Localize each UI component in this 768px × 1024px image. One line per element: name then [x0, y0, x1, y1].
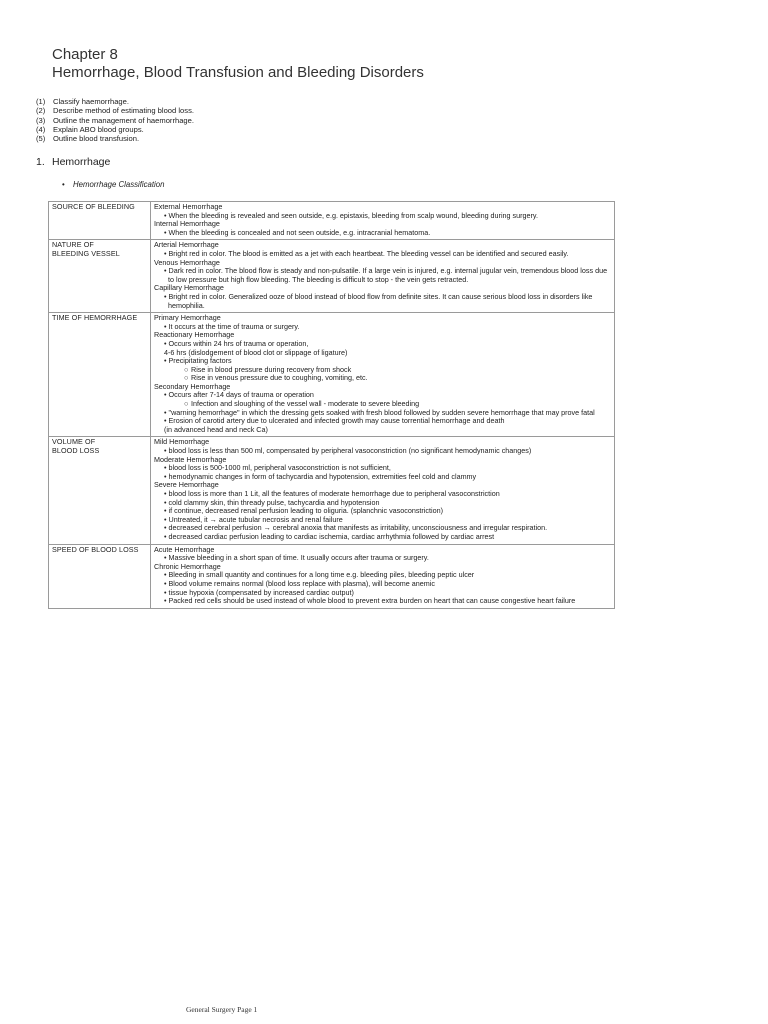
bullet-item: • blood loss is less than 500 ml, compensated by peripheral vasoconstriction (no significant hemodynamic changes): [164, 446, 532, 456]
hemorrhage-type: External Hemorrhage: [154, 202, 223, 211]
bullet-item: • hemodynamic changes in form of tachycardia and hypotension, extremities feel cold and clammy: [164, 471, 477, 481]
bullet-item: • Dark red in color. The blood flow is steady and non-pulsatile. If a large vein is injured, e.g. internal jugular vein, tremendous blood loss due to low pressure but high flow bleeding. The bleeding is difficult to stop - the vein gets retracted.: [164, 266, 608, 284]
subsection-heading: [62, 180, 164, 190]
description-cell: [151, 240, 615, 313]
objective-number: (1): [36, 97, 46, 106]
objective-text: Classify haemorrhage.: [53, 97, 129, 106]
bullet-item: • Blood volume remains normal (blood loss replace with plasma), will become anemic: [164, 578, 435, 588]
bullet-item: • tissue hypoxia (compensated by increased cardiac output): [164, 587, 354, 597]
circle-bullet-icon: ○: [184, 399, 189, 409]
chapter-label: Chapter 8: [52, 46, 118, 63]
objective-item: [36, 97, 194, 106]
bullet-item: • Erosion of carotid artery due to ulcerated and infected growth may cause torrential hemorrhage and death: [164, 416, 505, 426]
bullet-item: • Precipitating factors: [164, 356, 232, 366]
hemorrhage-entry: [154, 241, 612, 258]
category-cell: NATURE OF BLEEDING VESSEL: [49, 240, 151, 313]
table-row: [49, 240, 615, 313]
page-title: Hemorrhage, Blood Transfusion and Bleeding Disorders: [52, 64, 424, 81]
objective-item: [36, 125, 194, 134]
hemorrhage-entry: [154, 383, 612, 435]
hemorrhage-entry: [154, 259, 612, 285]
objective-number: (4): [36, 124, 46, 134]
bullet-item: • When the bleeding is concealed and not seen outside, e.g. intracranial hematoma.: [164, 227, 431, 237]
bullet-item: • When the bleeding is revealed and seen outside, e.g. epistaxis, bleeding from scalp wound, bleeding during surgery.: [164, 210, 538, 220]
table-body: [49, 202, 615, 609]
hemorrhage-type: Secondary Hemorrhage: [154, 381, 231, 391]
hemorrhage-entry: [154, 203, 612, 220]
objective-item: [36, 134, 194, 143]
sub-bullet-text: Infection and sloughing of the vessel wall - moderate to severe bleeding: [191, 399, 420, 409]
bullet-item: • Bright red in color. Generalized ooze of blood instead of blood flow from definite sites. It can cause serious blood loss in disorders like hemophilia.: [164, 291, 593, 310]
objective-text: Explain ABO blood groups.: [53, 124, 144, 134]
bullet-item: • decreased cardiac perfusion leading to cardiac ischemia, cardiac arrhythmia followed by cardiac arrest: [164, 531, 495, 541]
bullet-item: • blood loss is more than 1 Lit, all the features of moderate hemorrhage due to peripheral vasoconstriction: [164, 489, 500, 498]
hemorrhage-entry: [154, 314, 612, 331]
hemorrhage-type: Acute Hemorrhage: [154, 544, 215, 554]
bullet-item: 4-6 hrs (dislodgement of blood clot or slippage of ligature): [164, 347, 348, 357]
table-row: [49, 437, 615, 544]
bullet-item: • decreased cerebral perfusion → cerebral anoxia that manifests as irritability, unconsciousness and irregular respiration.: [164, 523, 548, 533]
objectives-list: [36, 97, 194, 143]
bullet-item: • cold clammy skin, thin thready pulse, tachycardia and hypotension: [164, 497, 380, 507]
bullet-item: • Bright red in color. The blood is emitted as a jet with each heartbeat. The bleeding vessel can be identified and secured easily.: [164, 248, 569, 258]
hemorrhage-type: Reactionary Hemorrhage: [154, 330, 235, 340]
hemorrhage-entry: [154, 331, 612, 383]
category-cell: SPEED OF BLOOD LOSS: [49, 544, 151, 608]
hemorrhage-entry: [154, 284, 612, 310]
category-cell: TIME OF HEMORRHAGE: [49, 313, 151, 437]
objective-item: [36, 116, 194, 125]
description-cell: [151, 202, 615, 240]
category-cell: SOURCE OF BLEEDING: [49, 202, 151, 240]
hemorrhage-type: Mild Hemorrhage: [154, 437, 210, 447]
section-heading: [36, 156, 110, 169]
objective-number: (3): [36, 115, 46, 125]
description-cell: [151, 437, 615, 544]
objective-number: (2): [36, 106, 46, 116]
page-footer: General Surgery Page 1: [186, 1005, 258, 1014]
objective-text: Describe method of estimating blood loss.: [53, 106, 194, 116]
hemorrhage-entry: [154, 563, 612, 606]
hemorrhage-type: Capillary Hemorrhage: [154, 283, 224, 293]
hemorrhage-type: Primary Hemorrhage: [154, 313, 221, 323]
table-row: [49, 313, 615, 437]
sub-bullet-text: Rise in blood pressure during recovery from shock: [191, 364, 352, 374]
bullet-item: (in advanced head and neck Ca): [164, 424, 268, 434]
bullet-item: • "warning hemorrhage" in which the dressing gets soaked with fresh blood followed by sudden severe hemorrhage that may prove fatal: [164, 407, 595, 417]
circle-bullet-icon: ○: [184, 373, 189, 383]
circle-bullet-icon: ○: [184, 364, 189, 374]
hemorrhage-type: Severe Hemorrhage: [154, 480, 219, 490]
hemorrhage-type: Moderate Hemorrhage: [154, 454, 227, 464]
hemorrhage-type: Venous Hemorrhage: [154, 257, 220, 267]
table-row: [49, 544, 615, 608]
bullet-item: • Packed red cells should be used instead of whole blood to prevent extra burden on heart that can cause congestive heart failure: [164, 596, 576, 606]
objective-item: [36, 106, 194, 115]
hemorrhage-entry: [154, 546, 612, 563]
bullet-item: • Occurs after 7-14 days of trauma or operation: [164, 390, 314, 400]
hemorrhage-entry: [154, 456, 612, 482]
table-row: [49, 202, 615, 240]
hemorrhage-entry: [154, 220, 612, 237]
bullet-icon: •: [62, 180, 65, 189]
section-title: Hemorrhage: [52, 156, 111, 168]
hemorrhage-type: Arterial Hemorrhage: [154, 240, 219, 250]
category-cell: VOLUME OF BLOOD LOSS: [49, 437, 151, 544]
bullet-item: • It occurs at the time of trauma or surgery.: [164, 321, 300, 331]
bullet-item: • blood loss is 500-1000 ml, peripheral vasoconstriction is not sufficient,: [164, 463, 391, 473]
objective-text: Outline the management of haemorrhage.: [53, 115, 194, 125]
sub-bullet-text: Rise in venous pressure due to coughing, vomiting, etc.: [191, 373, 368, 383]
bullet-item: • Massive bleeding in a short span of time. It usually occurs after trauma or surgery.: [164, 553, 429, 563]
bullet-item: • Bleeding in small quantity and continues for a long time e.g. bleeding piles, bleeding peptic ulcer: [164, 570, 475, 580]
hemorrhage-entry: [154, 438, 612, 455]
bullet-item: • Occurs within 24 hrs of trauma or operation,: [164, 338, 309, 348]
objective-text: Outline blood transfusion.: [53, 134, 140, 144]
description-cell: [151, 544, 615, 608]
hemorrhage-entry: [154, 481, 612, 541]
description-cell: [151, 313, 615, 437]
hemorrhage-type: Chronic Hemorrhage: [154, 561, 221, 571]
subsection-title: Hemorrhage Classification: [73, 180, 165, 189]
hemorrhage-type: Internal Hemorrhage: [154, 219, 220, 229]
hemorrhage-classification-table: [48, 201, 615, 609]
section-number: 1.: [36, 156, 45, 168]
bullet-item: • Untreated, it → acute tubular necrosis and renal failure: [164, 514, 343, 524]
objective-number: (5): [36, 134, 46, 144]
bullet-item: • if continue, decreased renal perfusion leading to oliguria. (splanchnic vasoconstriction): [164, 506, 443, 516]
